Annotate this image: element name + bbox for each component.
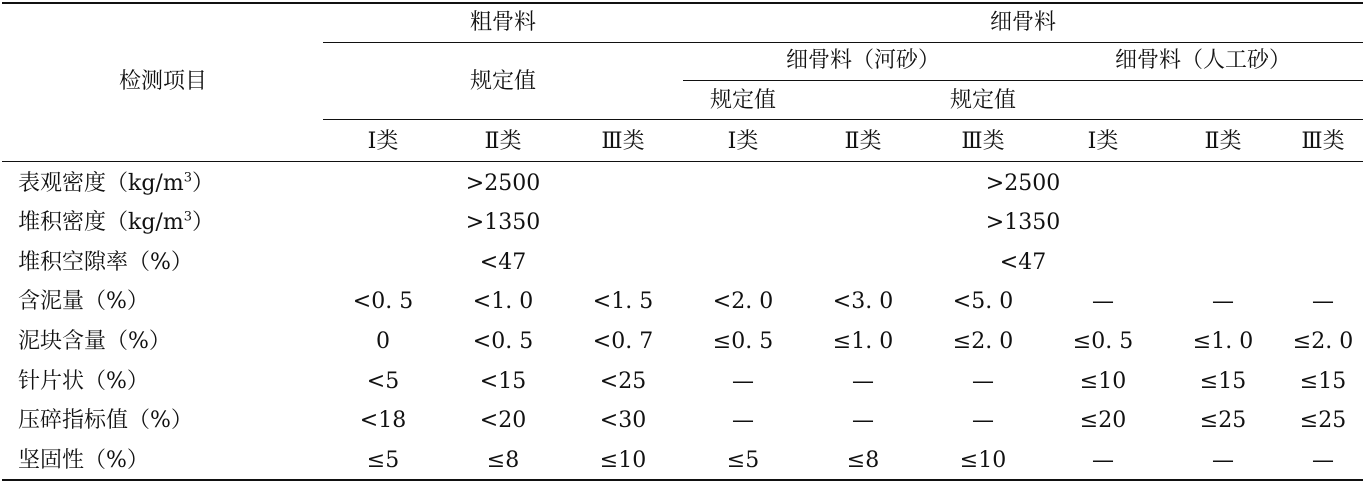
class-rule (323, 119, 683, 120)
item-header: 检测项目 (118, 69, 208, 94)
merged-cell: >1350 (465, 210, 541, 235)
coarse-group-header: 粗骨料 (469, 10, 537, 35)
table-cell: <5. 0 (952, 289, 1014, 314)
fine-group-header: 细骨料 (989, 10, 1057, 35)
table-cell: — (972, 369, 994, 394)
merged-cell: <47 (999, 250, 1047, 275)
row-label: 压碎指标值（%） (18, 408, 193, 433)
table-cell: ≤8 (486, 448, 520, 473)
table-cell: 0 (376, 329, 390, 354)
table-cell: ≤5 (366, 448, 400, 473)
table-cell: <1. 5 (592, 289, 654, 314)
river-spec-header-2: 规定值 (949, 88, 1017, 113)
table-cell: ≤10 (1079, 369, 1127, 394)
table-cell: ≤5 (726, 448, 760, 473)
river-spec-header-1: 规定值 (709, 88, 777, 113)
merged-cell: <47 (479, 250, 527, 275)
header-bottom-rule (2, 161, 1363, 162)
table-cell: <30 (599, 408, 647, 433)
table-cell: ≤2. 0 (1292, 329, 1354, 354)
row-label: 泥块含量（%） (18, 329, 171, 354)
row-label: 坚固性（%） (18, 448, 149, 473)
table-cell: <15 (479, 369, 527, 394)
table-cell: — (1312, 289, 1334, 314)
row-label: 针片状（%） (18, 369, 149, 394)
table-cell: — (1212, 289, 1234, 314)
table-cell: — (972, 408, 994, 433)
class-header: Ⅱ类 (844, 129, 882, 154)
fine-river-header: 细骨料（河砂） (785, 48, 941, 73)
top-rule (2, 2, 1363, 4)
table-cell: ≤25 (1199, 408, 1247, 433)
table-cell: <3. 0 (832, 289, 894, 314)
class-header: Ⅲ类 (961, 129, 1005, 154)
row-label: 含泥量（%） (18, 289, 149, 314)
table-cell: <0. 7 (592, 329, 654, 354)
merged-cell: >1350 (985, 210, 1061, 235)
class-header: Ⅰ类 (367, 129, 399, 154)
table-cell: <2. 0 (712, 289, 774, 314)
class-header: Ⅱ类 (1204, 129, 1242, 154)
table-cell: ≤20 (1079, 408, 1127, 433)
merged-cell: >2500 (985, 171, 1061, 196)
table-cell: <0. 5 (352, 289, 414, 314)
table-cell: <1. 0 (472, 289, 534, 314)
coarse-spec-header: 规定值 (469, 69, 537, 94)
class-header: Ⅰ类 (1087, 129, 1119, 154)
class-header: Ⅲ类 (1301, 129, 1345, 154)
merged-cell: >2500 (465, 171, 541, 196)
class-header: Ⅲ类 (601, 129, 645, 154)
row-label: 堆积密度$(kg/m^3)$ (18, 209, 214, 235)
group-rule (323, 42, 1363, 43)
table-cell: — (1092, 448, 1114, 473)
table-cell: <0. 5 (472, 329, 534, 354)
table-cell: ≤10 (599, 448, 647, 473)
row-label: 堆积空隙率（%） (18, 250, 193, 275)
fine-artificial-header: 细骨料（人工砂） (1114, 48, 1292, 73)
table-cell: ≤15 (1199, 369, 1247, 394)
table-cell: <20 (479, 408, 527, 433)
table-cell: ≤10 (959, 448, 1007, 473)
table-cell: — (1212, 448, 1234, 473)
table-cell: — (1092, 289, 1114, 314)
table-cell: <18 (359, 408, 407, 433)
table-cell: — (1312, 448, 1334, 473)
class-header: Ⅱ类 (484, 129, 522, 154)
fine-subgroup-rule (683, 80, 1363, 81)
table-cell: — (732, 408, 754, 433)
table-cell: — (852, 369, 874, 394)
bottom-rule (2, 479, 1363, 481)
table-cell: <25 (599, 369, 647, 394)
table-cell: — (732, 369, 754, 394)
table-cell: ≤25 (1299, 408, 1347, 433)
table-cell: ≤15 (1299, 369, 1347, 394)
table-cell: ≤0. 5 (712, 329, 774, 354)
table-cell: ≤8 (846, 448, 880, 473)
table-cell: <5 (366, 369, 400, 394)
class-header: Ⅰ类 (727, 129, 759, 154)
spec-rule (683, 119, 1363, 120)
table-cell: ≤1. 0 (832, 329, 894, 354)
table-cell: ≤1. 0 (1192, 329, 1254, 354)
table-cell: ≤0. 5 (1072, 329, 1134, 354)
row-label: 表观密度$(kg/m^3)$ (18, 170, 214, 196)
table-cell: — (852, 408, 874, 433)
table-cell: ≤2. 0 (952, 329, 1014, 354)
